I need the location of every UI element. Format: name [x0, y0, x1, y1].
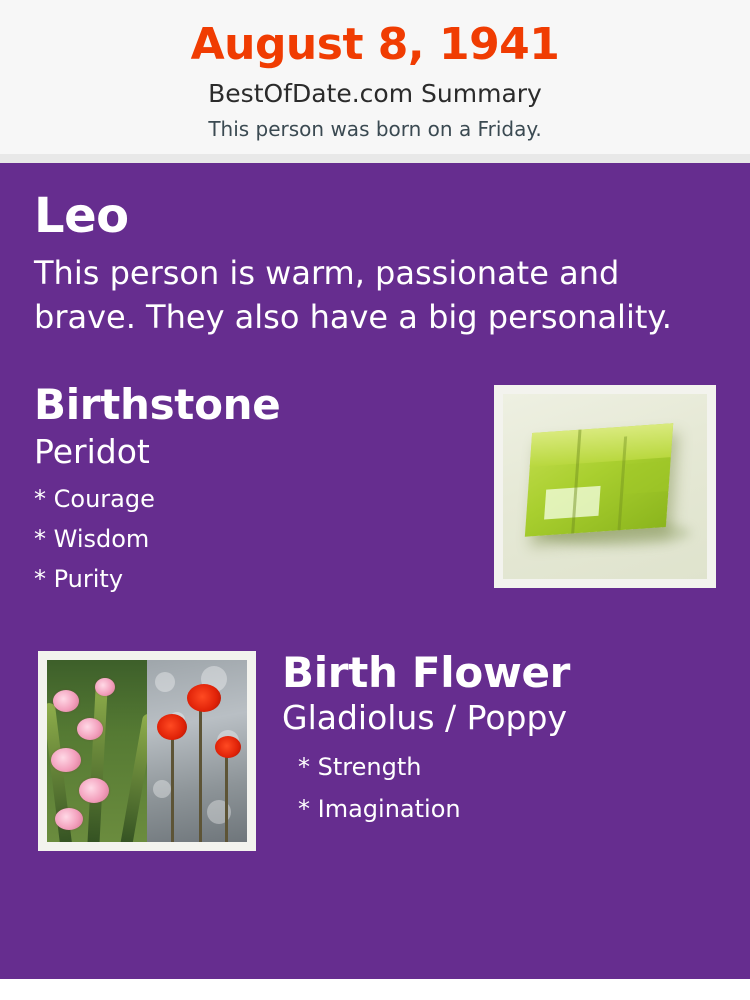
- birthstone-heading: Birthstone: [34, 380, 281, 430]
- peridot-gem-icon: [503, 394, 707, 579]
- blossom-shape: [79, 778, 109, 803]
- birthstone-photo: [494, 385, 716, 588]
- poppy-icon: [147, 660, 247, 842]
- leaf-shape: [87, 682, 108, 842]
- birthflower-photo: [38, 651, 256, 851]
- poppy-bloom-shape: [157, 714, 187, 740]
- gladiolus-icon: [47, 660, 147, 842]
- birthstone-section: [0, 380, 750, 615]
- blossom-shape: [53, 690, 79, 712]
- list-item: * Imagination: [298, 795, 461, 824]
- list-item: * Strength: [298, 753, 422, 782]
- gem-facet: [624, 462, 670, 495]
- blossom-shape: [55, 808, 83, 830]
- zodiac-description: This person is warm, passionate and brave. They also have a big personality.: [34, 254, 672, 337]
- bokeh-shape: [153, 780, 171, 798]
- site-name: BestOfDate.com Summary: [208, 79, 542, 109]
- flower-photo-inner: [47, 660, 247, 842]
- page-title: August 8, 1941: [190, 19, 560, 70]
- gem-shape: [525, 424, 673, 538]
- blossom-shape: [51, 748, 81, 772]
- gem-facet: [544, 486, 601, 520]
- birthstone-name: Peridot: [34, 432, 150, 472]
- list-item: * Purity: [34, 565, 124, 594]
- stem-shape: [225, 747, 228, 842]
- list-item: * Wisdom: [34, 525, 150, 554]
- zodiac-sign-name: Leo: [34, 187, 129, 244]
- birthflower-section: [0, 648, 750, 871]
- summary-panel: [0, 163, 750, 979]
- poppy-bloom-shape: [187, 684, 221, 712]
- bokeh-shape: [155, 672, 175, 692]
- blossom-shape: [95, 678, 115, 696]
- birthflower-heading: Birth Flower: [282, 648, 571, 698]
- birth-day-text: This person was born on a Friday.: [208, 116, 542, 141]
- list-item: * Courage: [34, 485, 155, 514]
- birthflower-name: Gladiolus / Poppy: [282, 698, 567, 738]
- zodiac-section: [0, 163, 750, 340]
- leaf-shape: [119, 713, 147, 842]
- header-divider: [0, 154, 750, 163]
- stem-shape: [199, 692, 202, 842]
- stem-shape: [171, 722, 174, 842]
- birthflower-traits: [282, 753, 716, 824]
- page-header: [0, 0, 750, 154]
- poppy-bloom-shape: [215, 736, 241, 758]
- birthflower-text: [282, 648, 716, 824]
